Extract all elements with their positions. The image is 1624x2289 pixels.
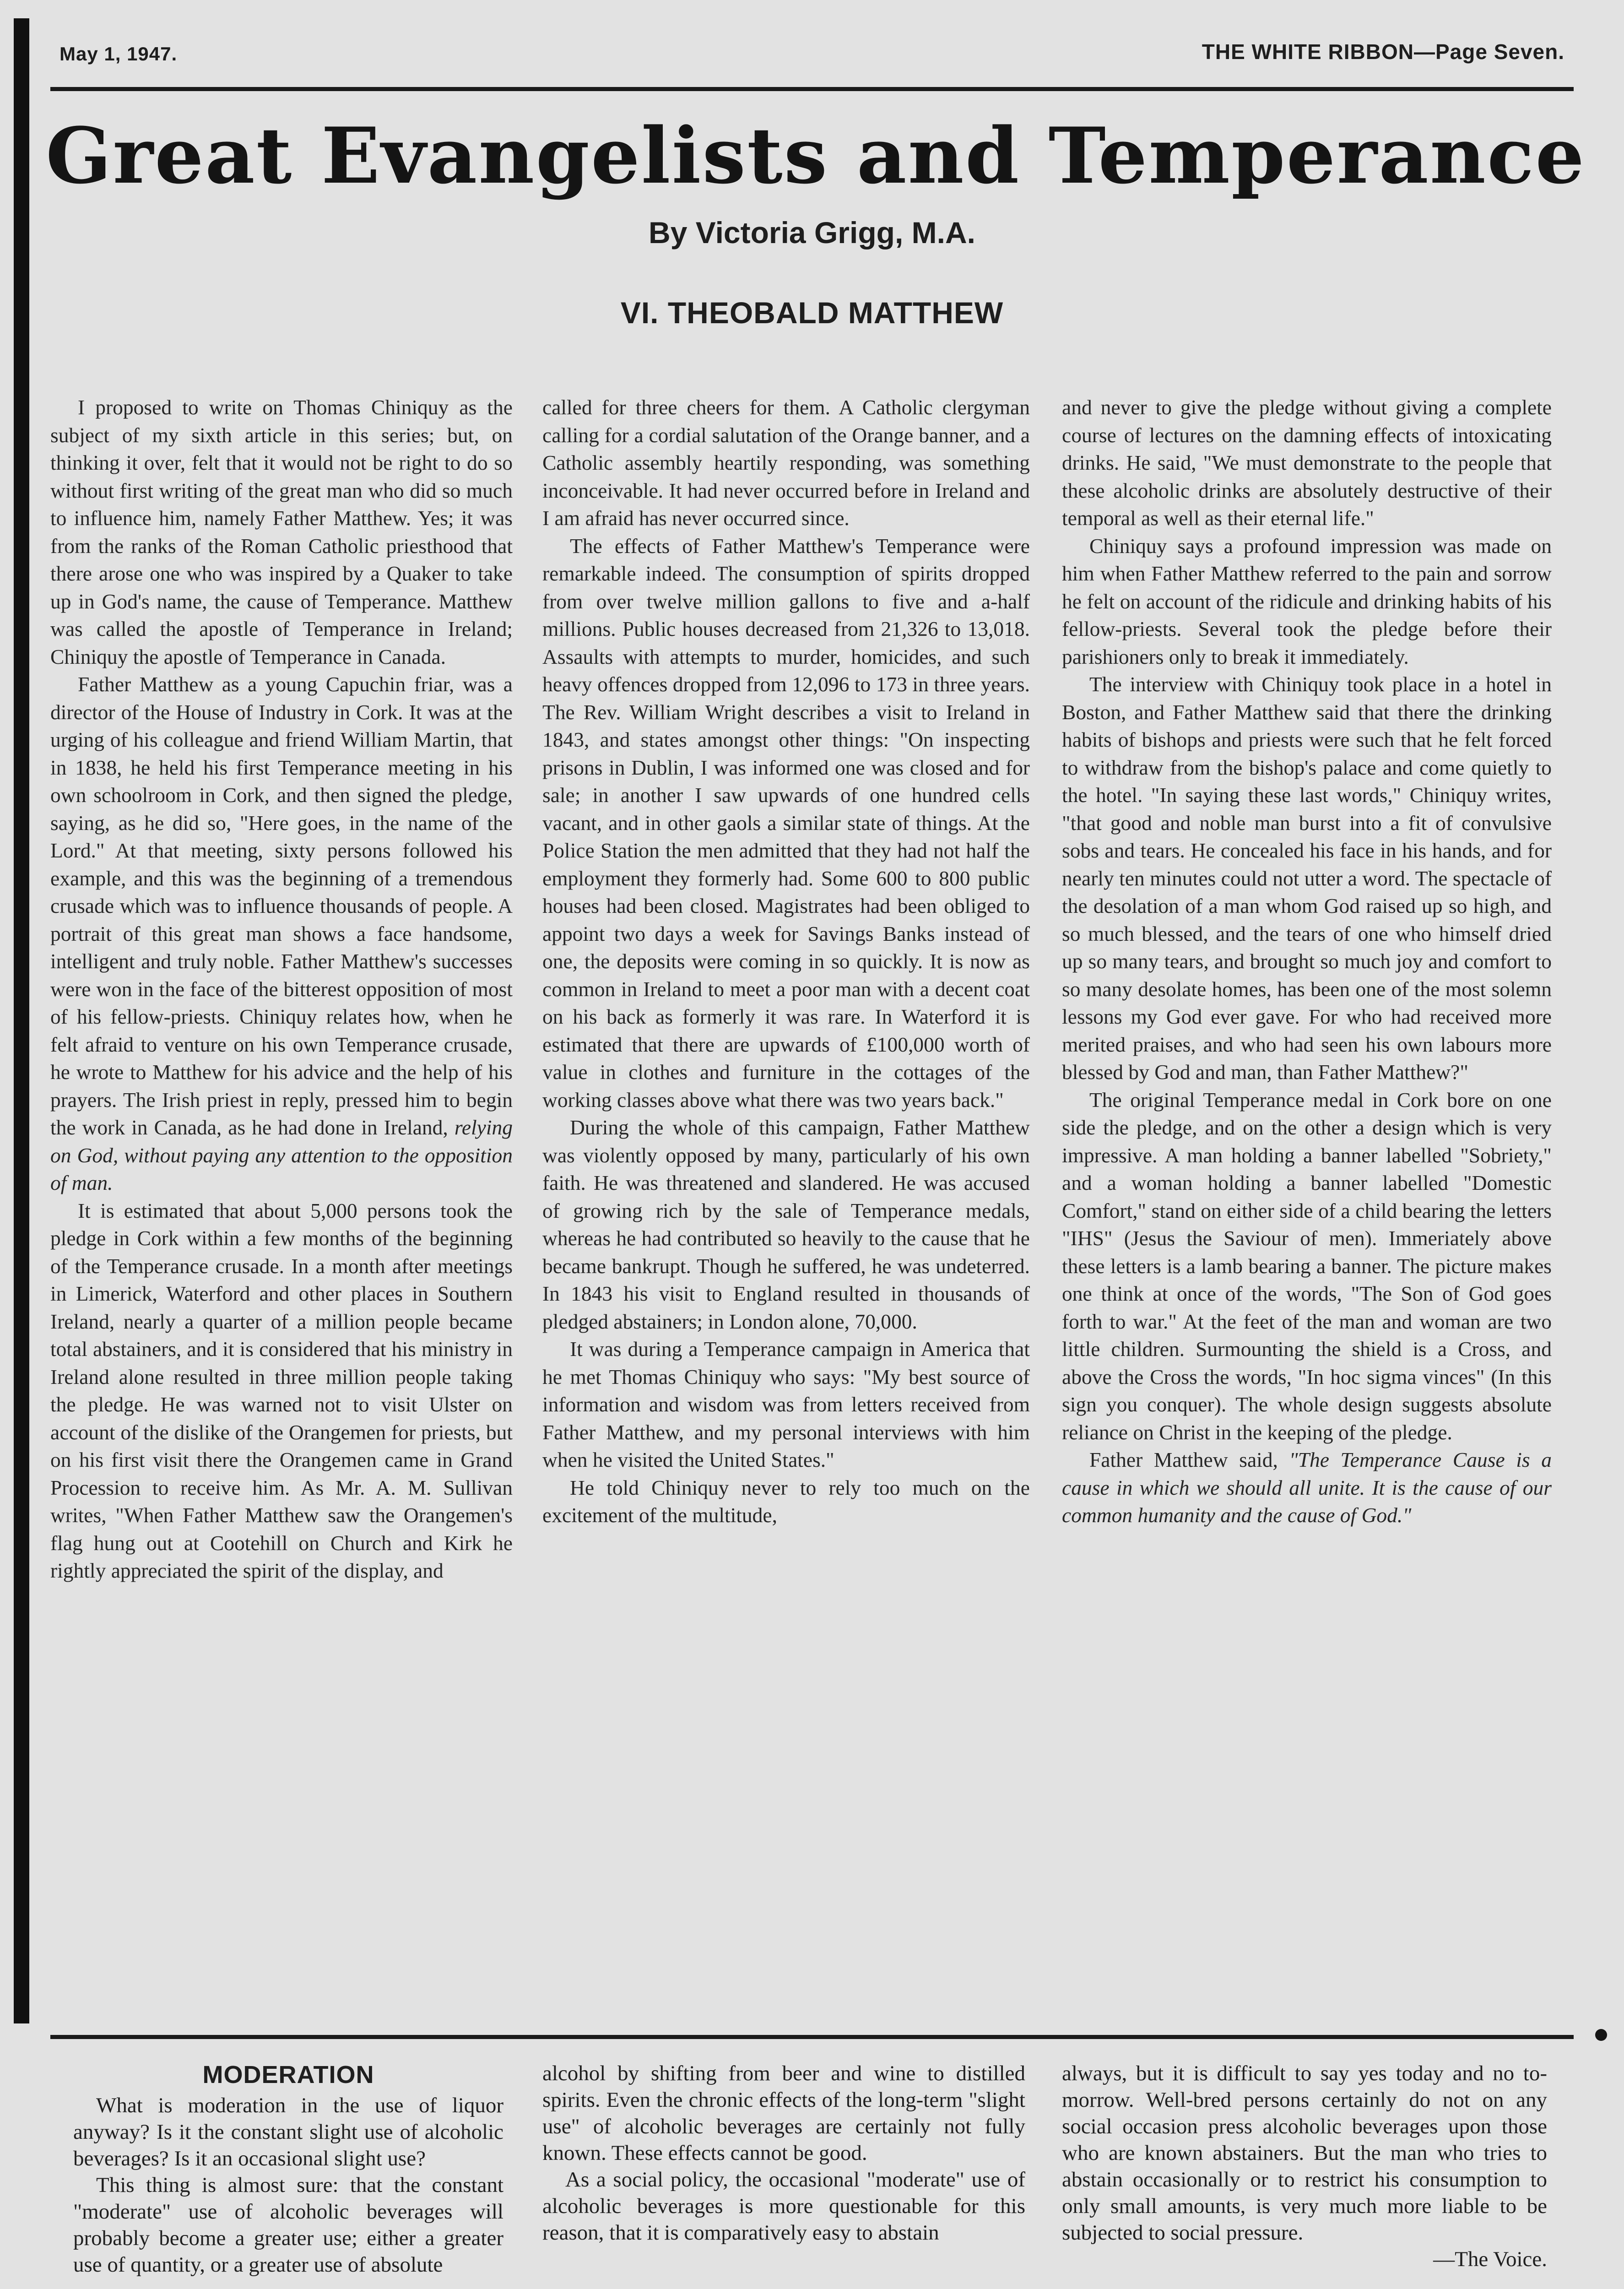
paragraph-text: Father Matthew as a young Capuchin friar, was a director of the House of Industry in Cork. It was at the urging of his colleague and friend William Martin, that in 1838, he held his first Temperance meeting in his own schoolroom in Cork, and then signed the pledge, saying, as he did so, "Here goes, in the name of the Lord." At that meeting, sixty persons followed his example, and this was the beginning of a tremendous crusade which was to influence thousands of people. A portrait of this great man shows a face handsome, intelligent and truly noble. Father Matthew's successes were won in the face of the bitterest opposition of most of his fellow-priests. Chiniquy relates how, when he felt afraid to venture on his own Temperance crusade, he wrote to Matthew for his advice and the help of his prayers. The Irish priest in reply, pressed him to begin the work in Canada, as he had done in Ireland, <box>50 673 513 1139</box>
paragraph: What is moderation in the use of liquor anyway? Is it the constant slight use of alcoholic beverages? Is it an occasional slight use? <box>73 2094 503 2170</box>
source-attribution: —The Voice. <box>1433 2247 1547 2271</box>
article-title: Great Evangelists and Temperance <box>46 110 1586 201</box>
article-column-2 <box>542 394 1030 2010</box>
paragraph: The original Temperance medal in Cork bore on one side the pledge, and on the other a design which is very impressive. A man holding a banner labelled "Sobriety," and a woman holding a banner labelled "Domestic Comfort," stand on either side of a child bearing the letters "IHS" (Jesus the Saviour of men). Immeriately above these letters is a lamb bearing a banner. The picture makes one think at once of the words, "The Son of God goes forth to war." At the feet of the man and woman are two little children. Surmounting the shield is a Cross, and above the Cross the words, "In hoc sigma vinces" (In this sign you conquer). The whole design suggests absolute reliance on Christ in the keeping of the pledge. <box>1062 1088 1552 1444</box>
moderation-heading: MODERATION <box>202 2061 374 2088</box>
paragraph: I proposed to write on Thomas Chiniquy as the subject of my sixth article in this series; but, on thinking it over, felt that it would not be right to do so without first writing of the great man who did so much to influence him, namely Father Matthew. Yes; it was from the ranks of the Roman Catholic priesthood that there arose one who was inspired by a Quaker to take up in God's name, the cause of Temperance. Matthew was called the apostle of Temperance in Ireland; Chiniquy the apostle of Temperance in Canada. <box>50 396 513 668</box>
moderation-column-3 <box>1062 2060 1547 2289</box>
paragraph: As a social policy, the occasional "moderate" use of alcoholic beverages is more questionable for this reason, that it is comparatively easy to abstain <box>542 2168 1025 2245</box>
article-subtitle: VI. THEOBALD MATTHEW <box>620 296 1004 330</box>
paragraph-text: Father Matthew said, <box>1089 1448 1278 1471</box>
paragraph: He told Chiniquy never to rely too much on the excitement of the multitude, <box>542 1475 1030 1527</box>
italic-quote: relying on God, without paying any attention to the opposition of man. <box>50 1116 513 1194</box>
paragraph: During the whole of this campaign, Father Matthew was violently opposed by many, particularly of his own faith. He was threatened and slandered. He was accused of growing rich by the sale of Temperance medals, whereas he had contributed so heavily to the cause that he became bankrupt. Though he suffered, he was undeterred. In 1843 his visit to England resulted in thousands of pledged abstainers; in London alone, 70,000. <box>542 1116 1030 1333</box>
issue-date: May 1, 1947. <box>60 43 178 65</box>
paragraph: It is estimated that about 5,000 persons took the pledge in Cork within a few months of the beginning of the Temperance crusade. In a month after meetings in Limerick, Waterford and other places in Southern Ireland, nearly a quarter of a million people became total abstainers, and it is considered that his ministry in Ireland alone resulted in three million people taking the pledge. He was warned not to visit Ulster on account of the dislike of the Orangemen for priests, but on his first visit there the Orangemen came in Grand Procession to receive him. As Mr. A. M. Sullivan writes, "When Father Matthew saw the Orangemen's flag hung out at Cootehill on Church and Kirk he rightly appreciated the spirit of the display, and <box>50 1199 513 1582</box>
moderation-column-2 <box>542 2060 1025 2289</box>
margin-dot <box>1595 2029 1607 2041</box>
paragraph: alcohol by shifting from beer and wine to distilled spirits. Even the chronic effects of the long-term "slight use" of alcoholic beverages are certainly not fully known. These effects cannot be good. <box>542 2061 1025 2165</box>
paragraph: called for three cheers for them. A Catholic clergyman calling for a cordial salutation of the Orange banner, and a Catholic assembly heartily responding, was something inconceivable. It had never occurred before in Ireland and I am afraid has never occurred since. <box>542 396 1030 530</box>
paragraph: always, but it is difficult to say yes today and no to-morrow. Well-bred persons certainly do not on any social occasion press alcoholic beverages upon those who are known abstainers. But the man who tries to abstain occasionally or to restrict his consumption to only small amounts, is very much more liable to be subjected to social pressure. <box>1062 2061 1547 2245</box>
article-byline: By Victoria Grigg, M.A. <box>649 216 975 250</box>
section-rule <box>50 2035 1574 2039</box>
paragraph: The effects of Father Matthew's Temperance were remarkable indeed. The consumption of spirits dropped from over twelve million gallons to five and a-half millions. Public houses decreased from 21,326 to 13,018. Assaults with attempts to murder, homicides, and such heavy offences dropped from 12,096 to 173 in three years. The Rev. William Wright describes a visit to Ireland in 1843, and states amongst other things: "On inspecting prisons in Dublin, I was informed one was closed and for sale; in another I saw upwards of one hundred cells vacant, and in other gaols a similar state of things. At the Police Station the men admitted that they had not half the employment they formerly had. Some 600 to 800 public houses had been closed. Magistrates had been obliged to appoint two days a week for Savings Banks instead of one, the deposits were coming in so quickly. It is now as common in Ireland to meet a poor man with a decent coat on his back as formerly it was rare. In Waterford it is estimated that there are upwards of £100,000 worth of value in clothes and furniture in the cottages of the working classes above what there was two years back." <box>542 534 1030 1112</box>
paragraph: It was during a Temperance campaign in America that he met Thomas Chiniquy who says: "My best source of information and wisdom was from letters received from Father Matthew, and my personal interviews with him when he visited the United States." <box>542 1337 1030 1471</box>
moderation-column-1 <box>73 2060 503 2289</box>
paragraph: This thing is almost sure: that the constant "moderate" use of alcoholic beverages will probably become a greater use; either a greater use of quantity, or a greater use of absolute <box>73 2173 503 2277</box>
article-column-3 <box>1062 394 1552 2010</box>
paragraph: The interview with Chiniquy took place in a hotel in Boston, and Father Matthew said that there the drinking habits of bishops and priests were such that he felt forced to withdraw from the bishop's palace and come quietly to the hotel. "In saying these last words," Chiniquy writes, "that good and noble man burst into a fit of convulsive sobs and tears. He concealed his face in his hands, and for nearly ten minutes could not utter a word. The spectacle of the desolation of a man whom God raised up so high, and so much blessed, and the tears of one who himself dried up so many tears, and brought so much joy and comfort to so many desolate homes, has been one of the most solemn lessons my God ever gave. For who had received more merited praises, and who had seen his own labours more blessed by God and man, than Father Matthew?" <box>1062 673 1552 1084</box>
paragraph <box>1062 1446 1552 1530</box>
paragraph: and never to give the pledge without giving a complete course of lectures on the damning effects of intoxicating drinks. He said, "We must demonstrate to the people that these alcoholic drinks are absolutely destructive of their temporal as well as their eternal life." <box>1062 396 1552 530</box>
paragraph: Chiniquy says a profound impression was made on him when Father Matthew referred to the pain and sorrow he felt on account of the ridicule and drinking habits of his fellow-priests. Several took the pledge before their parishioners only to break it immediately. <box>1062 534 1552 668</box>
paragraph <box>50 671 513 1197</box>
header-rule <box>50 87 1574 91</box>
article-column-1 <box>50 394 513 2010</box>
page-header <box>50 32 1564 82</box>
closing-quote: "The Temperance Cause is a cause in which we should all unite. It is the cause of our common humanity and the cause of God." <box>1062 1448 1552 1527</box>
running-head: THE WHITE RIBBON—Page Seven. <box>1202 40 1564 64</box>
